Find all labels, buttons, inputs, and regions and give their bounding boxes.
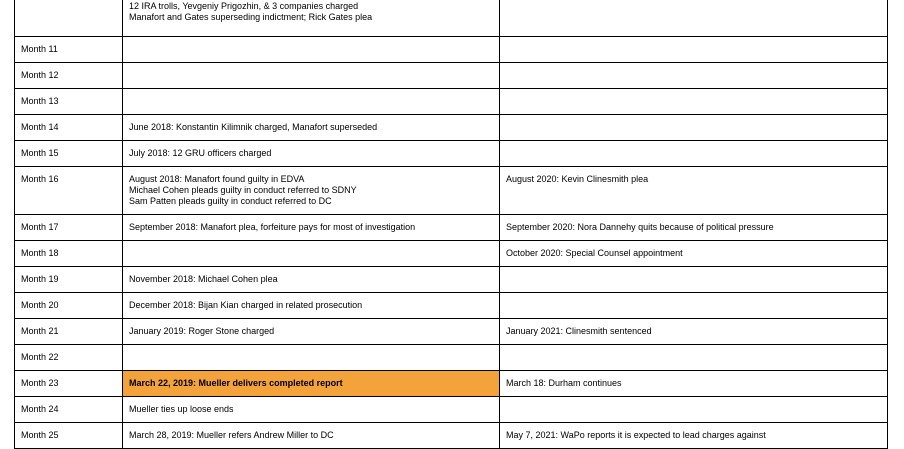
month-cell[interactable] (15, 0, 123, 37)
durham-event-cell[interactable] (500, 115, 888, 141)
month-cell[interactable]: Month 17 (15, 215, 123, 241)
mueller-event-cell[interactable] (123, 89, 500, 115)
month-cell[interactable]: Month 19 (15, 267, 123, 293)
mueller-event-cell[interactable]: March 28, 2019: Mueller refers Andrew Miller to DC (123, 423, 500, 449)
table-row (15, 241, 888, 267)
mueller-event-cell[interactable]: September 2018: Manafort plea, forfeiture pays for most of investigation (123, 215, 500, 241)
mueller-event-cell[interactable]: 12 IRA trolls, Yevgeniy Prigozhin, & 3 companies charged Manafort and Gates superseding indictment; Rick Gates plea (123, 0, 500, 37)
table-row (15, 423, 888, 449)
table-row (15, 267, 888, 293)
mueller-event-cell[interactable] (123, 63, 500, 89)
month-cell[interactable]: Month 12 (15, 63, 123, 89)
month-cell[interactable]: Month 25 (15, 423, 123, 449)
durham-event-cell[interactable] (500, 397, 888, 423)
month-cell[interactable]: Month 21 (15, 319, 123, 345)
durham-event-cell[interactable] (500, 345, 888, 371)
mueller-event-cell[interactable] (123, 37, 500, 63)
table-row (15, 37, 888, 63)
table-row (15, 115, 888, 141)
table-row (15, 345, 888, 371)
table-row (15, 371, 888, 397)
table-row (15, 63, 888, 89)
durham-event-cell[interactable]: October 2020: Special Counsel appointment (500, 241, 888, 267)
mueller-event-cell[interactable]: November 2018: Michael Cohen plea (123, 267, 500, 293)
month-cell[interactable]: Month 20 (15, 293, 123, 319)
table-row (15, 0, 888, 37)
durham-event-cell[interactable] (500, 293, 888, 319)
durham-event-cell[interactable]: March 18: Durham continues (500, 371, 888, 397)
mueller-event-cell[interactable]: March 22, 2019: Mueller delivers completed report (123, 371, 500, 397)
mueller-event-cell[interactable]: July 2018: 12 GRU officers charged (123, 141, 500, 167)
durham-event-cell[interactable]: May 7, 2021: WaPo reports it is expected to lead charges against (500, 423, 888, 449)
mueller-event-cell[interactable] (123, 241, 500, 267)
month-cell[interactable]: Month 14 (15, 115, 123, 141)
table-row (15, 141, 888, 167)
month-cell[interactable]: Month 16 (15, 167, 123, 215)
mueller-event-cell[interactable] (123, 345, 500, 371)
durham-event-cell[interactable] (500, 141, 888, 167)
table-row (15, 293, 888, 319)
month-cell[interactable]: Month 24 (15, 397, 123, 423)
durham-event-cell[interactable] (500, 37, 888, 63)
month-cell[interactable]: Month 15 (15, 141, 123, 167)
table-row (15, 89, 888, 115)
mueller-event-cell[interactable]: August 2018: Manafort found guilty in EDVA Michael Cohen pleads guilty in conduct referred to SDNY Sam Patten pleads guilty in conduct referred to DC (123, 167, 500, 215)
durham-event-cell[interactable] (500, 267, 888, 293)
table-row (15, 319, 888, 345)
month-cell[interactable]: Month 22 (15, 345, 123, 371)
mueller-event-cell[interactable]: January 2019: Roger Stone charged (123, 319, 500, 345)
mueller-event-cell[interactable]: June 2018: Konstantin Kilimnik charged, Manafort superseded (123, 115, 500, 141)
table-row (15, 215, 888, 241)
table-row (15, 167, 888, 215)
durham-event-cell[interactable]: August 2020: Kevin Clinesmith plea (500, 167, 888, 215)
month-cell[interactable]: Month 18 (15, 241, 123, 267)
durham-event-cell[interactable] (500, 63, 888, 89)
month-cell[interactable]: Month 23 (15, 371, 123, 397)
mueller-event-cell[interactable]: Mueller ties up loose ends (123, 397, 500, 423)
durham-event-cell[interactable]: January 2021: Clinesmith sentenced (500, 319, 888, 345)
durham-event-cell[interactable] (500, 89, 888, 115)
month-cell[interactable]: Month 11 (15, 37, 123, 63)
timeline-table (14, 0, 888, 449)
month-cell[interactable]: Month 13 (15, 89, 123, 115)
durham-event-cell[interactable]: September 2020: Nora Dannehy quits because of political pressure (500, 215, 888, 241)
mueller-event-cell[interactable]: December 2018: Bijan Kian charged in related prosecution (123, 293, 500, 319)
table-row (15, 397, 888, 423)
durham-event-cell[interactable] (500, 0, 888, 37)
